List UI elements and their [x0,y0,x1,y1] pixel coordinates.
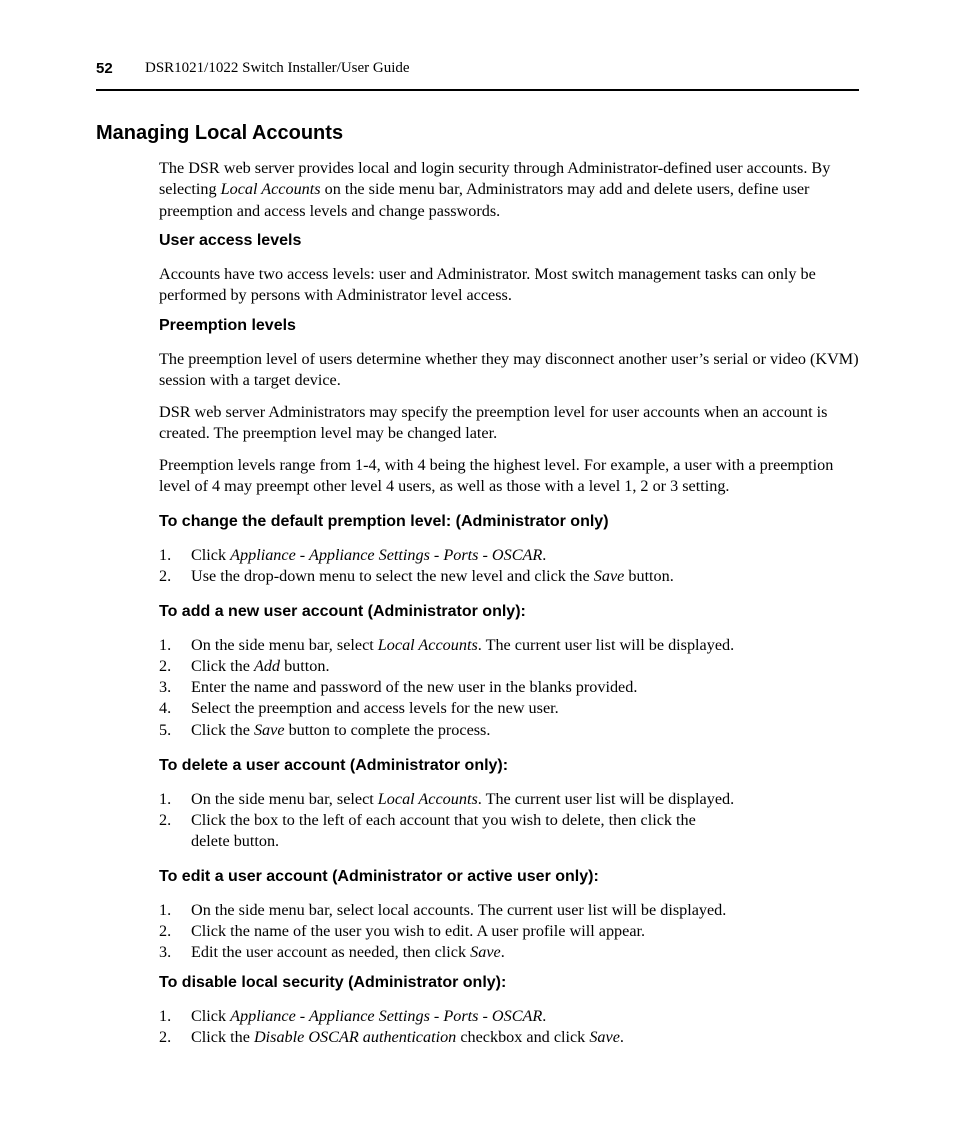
page-header [96,60,859,91]
page-number: 52 [96,60,113,77]
delete-user-heading: To delete a user account (Administrator only): [159,757,509,774]
preemption-paragraph-3: Preemption levels range from 1-4, with 4 being the highest level. For example, a user with a preemption level of 4 may preempt other level 4 users, as well as those with a level 1, 2 or 3 setting. [159,456,834,496]
user-access-paragraph: Accounts have two access levels: user and Administrator. Most switch management tasks can only be performed by persons with Administrator level access. [159,265,816,305]
preemption-paragraph-2: DSR web server Administrators may specify the preemption level for user accounts when an account is created. The preemption level may be changed later. [159,403,828,443]
change-default-heading: To change the default premption level: (Administrator only) [159,513,609,530]
preemption-heading: Preemption levels [159,317,296,334]
add-user-heading: To add a new user account (Administrator only): [159,603,526,620]
edit-user-heading: To edit a user account (Administrator or active user only): [159,868,599,885]
intro-paragraph: The DSR web server provides local and login security through Administrator-defined user accounts. By selecting Local Accounts on the side menu bar, Administrators may add and delete users, define user preemption and access levels and change passwords. [159,159,831,220]
section-title: Managing Local Accounts [96,122,344,144]
document-title: DSR1021/1022 Switch Installer/User Guide [145,60,410,76]
disable-security-heading: To disable local security (Administrator only): [159,974,507,991]
user-access-heading: User access levels [159,232,302,249]
preemption-paragraph-1: The preemption level of users determine whether they may disconnect another user’s serial or video (KVM) session with a target device. [159,350,859,390]
